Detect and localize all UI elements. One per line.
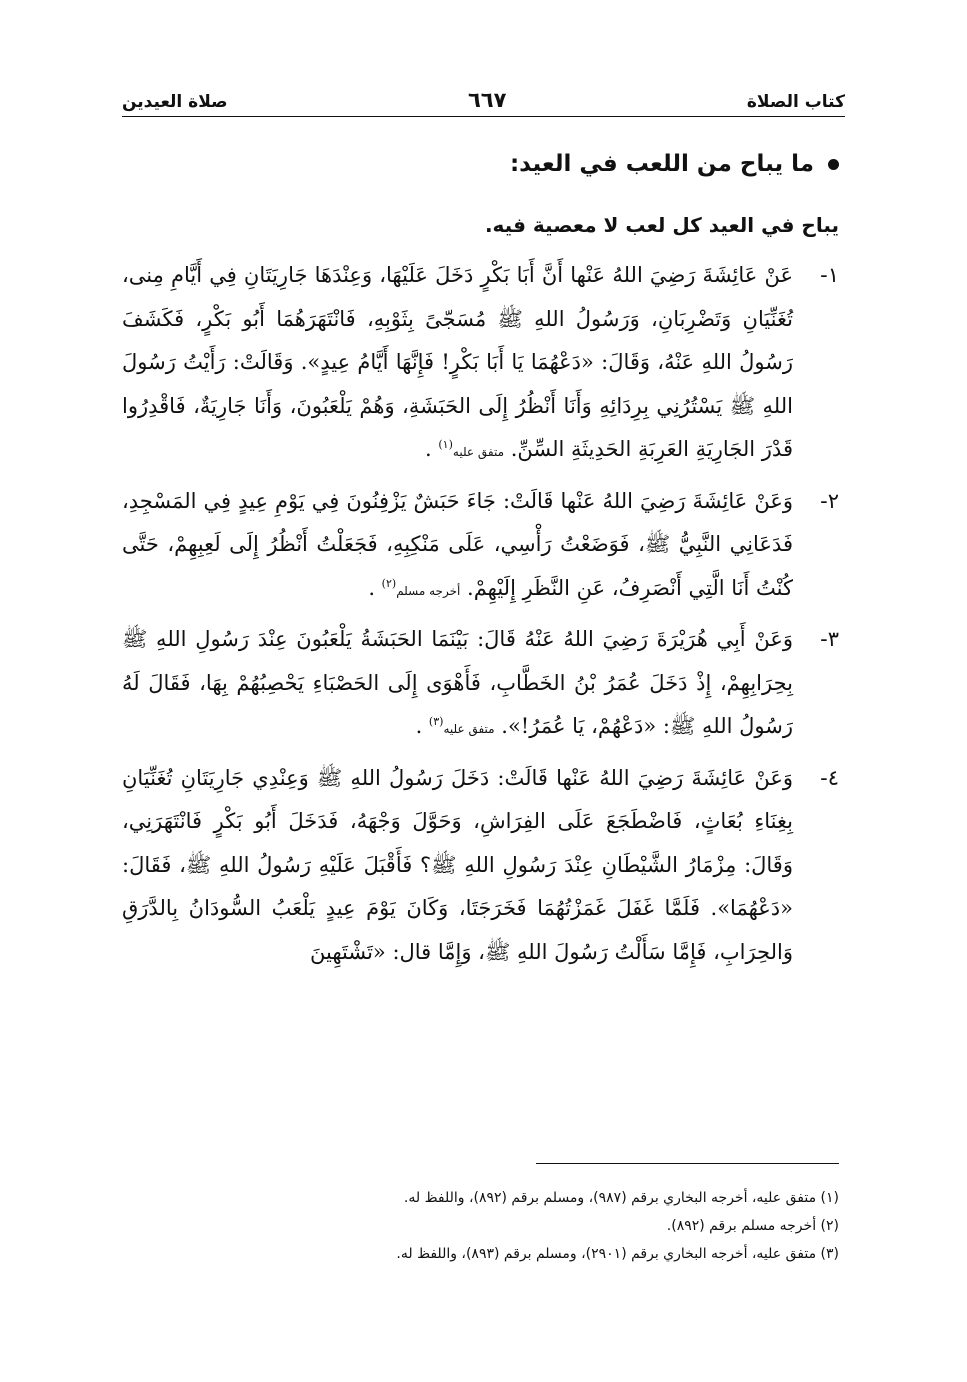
- footnotes: [122, 1184, 839, 1268]
- hadith-number: ٢-: [820, 488, 839, 513]
- subheading: [122, 140, 839, 188]
- footnote-3: (٣) متفق عليه، أخرجه البخاري برقم (٢٩٠١)، ومسلم برقم (٨٩٣)، واللفظ له.: [396, 1246, 839, 1262]
- page-number: ٦٦٧: [467, 88, 507, 112]
- hadith-text: وَعَنْ أَبِي هُرَيْرَةَ رَضِيَ اللهُ عَنْهُ قَالَ: بَيْنَمَا الحَبَشَةُ يَلْعَبُونَ عِنْدَ رَسُولِ اللهِ ﷺ بِحِرَابِهِمْ، إِذْ دَخَلَ عُمَرُ بْنُ الخَطَّابِ، فَأَهْوَى إِلَى الحَصْبَاءِ يَحْصِبُهُمْ بِهَا، فَقَالَ لَهُ رَسُولُ اللهِ ﷺ: «دَعْهُمْ، يَا عُمَرُ!».: [122, 627, 793, 738]
- page-header: [122, 84, 845, 112]
- footnote-marker[interactable]: (٢): [381, 576, 397, 590]
- footnote-2: (٢) أخرجه مسلم برقم (٨٩٢).: [666, 1218, 839, 1234]
- book-title: كتاب الصلاة: [746, 92, 845, 112]
- intro-paragraph: يباح في العيد كل لعب لا معصية فيه.: [484, 213, 839, 237]
- hadith-source: أخرجه مسلم: [396, 583, 461, 598]
- hadith-source: متفق عليه: [443, 722, 495, 736]
- footnote-marker[interactable]: (٣): [428, 715, 444, 728]
- hadith-text: عَنْ عَائِشَةَ رَضِيَ اللهُ عَنْها أَنَّ أَبَا بَكْرٍ دَخَلَ عَلَيْهَا، وَعِنْدَهَا جَارِيَتَانِ فِي أَيَّامِ مِنى، تُغَنِّيَانِ وَتَضْرِبَانِ، وَرَسُولُ اللهِ ﷺ مُسَجّىً بِثَوْبِهِ، فَانْتَهَرَهُمَا أَبُو بَكْرٍ، فَكَشَفَ رَسُولُ اللهِ عَنْهُ، وَقَالَ: «دَعْهُمَا يَا أَبَا بَكْرٍ! فَإِنَّهَا أَيَّامُ عِيدٍ». وَقَالَتْ: رَأَيْتُ رَسُولَ اللهِ ﷺ يَسْتُرُنِي بِرِدَائِهِ وَأَنَا أَنْظُرُ إِلَى الحَبَشَةِ، وَهُمْ يَلْعَبُونَ، وَأَنَا جَارِيَةٌ، فَاقْدِرُوا قَدْرَ الجَارِيَةِ العَرِبَةِ الحَدِيثَةِ السِّنِّ.: [122, 263, 793, 461]
- hadith-1: ١- عَنْ عَائِشَةَ رَضِيَ اللهُ عَنْها أَنَّ أَبَا بَكْرٍ دَخَلَ عَلَيْهَا، وَعِنْدَهَا جَارِيَتَانِ فِي أَيَّامِ مِنى، تُغَنِّيَانِ وَتَضْرِبَانِ، وَرَسُولُ اللهِ ﷺ مُسَجّىً بِثَوْبِهِ، فَانْتَهَرَهُمَا أَبُو بَكْرٍ، فَكَشَفَ رَسُولُ اللهِ عَنْهُ، وَقَالَ: «دَعْهُمَا يَا أَبَا بَكْرٍ! فَإِنَّهَا أَيَّامُ عِيدٍ». وَقَالَتْ: رَأَيْتُ رَسُولَ اللهِ ﷺ يَسْتُرُنِي بِرِدَائِهِ وَأَنَا أَنْظُرُ إِلَى الحَبَشَةِ، وَهُمْ يَلْعَبُونَ، وَأَنَا جَارِيَةٌ، فَاقْدِرُوا قَدْرَ الجَارِيَةِ العَرِبَةِ الحَدِيثَةِ السِّنِّ. متفق عليه$^{(١)}$ .: [122, 254, 839, 475]
- hadith-source: متفق عليه: [452, 445, 505, 459]
- hadith-number: ٤-: [820, 765, 839, 790]
- header-divider: [122, 116, 845, 117]
- hadith-number: ٣-: [820, 627, 839, 651]
- hadith-number: ١-: [820, 263, 839, 287]
- bullet-icon: [828, 159, 839, 170]
- footnote-marker[interactable]: (١): [438, 438, 453, 451]
- hadith-4: [122, 757, 839, 975]
- footnote-divider: [536, 1163, 839, 1164]
- subheading-text: ما يباح من اللعب في العيد:: [509, 151, 814, 177]
- hadith-text: وَعَنْ عَائِشَةَ رَضِيَ اللهُ عَنْها قَالَتْ: دَخَلَ رَسُولُ اللهِ ﷺ وَعِنْدِي جَارِيَتَانِ تُغَنِّيَانِ بِغِنَاءِ بُعَاثٍ، فَاضْطَجَعَ عَلَى الفِرَاشِ، وَحَوَّلَ وَجْهَهُ، فَدَخَلَ أَبُو بَكْرٍ فَانْتَهَرَنِي، وَقَالَ: مِزْمَارُ الشَّيْطَانِ عِنْدَ رَسُولِ اللهِ ﷺ؟ فَأَقْبَلَ عَلَيْهِ رَسُولُ اللهِ ﷺ، فَقَالَ: «دَعْهُمَا». فَلَمَّا غَفَلَ غَمَزْتُهُمَا فَخَرَجَتَا، وَكَانَ يَوْمَ عِيدٍ يَلْعَبُ السُّودَانُ بِالدَّرَقِ وَالحِرَابِ، فَإِمَّا سَأَلْتُ رَسُولَ اللهِ ﷺ، وَإِمَّا قال: «تَشْتَهِينَ: [122, 765, 793, 964]
- footnote-1: (١) متفق عليه، أخرجه البخاري برقم (٩٨٧)، ومسلم برقم (٨٩٢)، واللفظ له.: [403, 1190, 839, 1206]
- hadith-2: ٢- وَعَنْ عَائِشَةَ رَضِيَ اللهُ عَنْها قَالَتْ: جَاءَ حَبَشٌ يَزْفِنُونَ فِي يَوْمِ عِيدٍ فِي المَسْجِدِ، فَدَعَانِي النَّبِيُّ ﷺ، فَوَضَعْتُ رَأْسِي، عَلَى مَنْكِبِهِ، فَجَعَلْتُ أَنْظُرُ إِلَى لَعِبِهِمْ، حَتَّى كُنْتُ أَنَا الَّتِي أَنْصَرِفُ، عَنِ النَّظَرِ إِلَيْهِمْ. أخرجه مسلم$^{(٢)}$ .: [122, 480, 839, 614]
- hadith-text: وَعَنْ عَائِشَةَ رَضِيَ اللهُ عَنْها قَالَتْ: جَاءَ حَبَشٌ يَزْفِنُونَ فِي يَوْمِ عِيدٍ فِي المَسْجِدِ، فَدَعَانِي النَّبِيُّ ﷺ، فَوَضَعْتُ رَأْسِي، عَلَى مَنْكِبِهِ، فَجَعَلْتُ أَنْظُرُ إِلَى لَعِبِهِمْ، حَتَّى كُنْتُ أَنَا الَّتِي أَنْصَرِفُ، عَنِ النَّظَرِ إِلَيْهِمْ.: [122, 488, 793, 600]
- page-body: [122, 140, 839, 979]
- section-title: صلاة العيدين: [122, 92, 228, 112]
- hadith-3: ٣- وَعَنْ أَبِي هُرَيْرَةَ رَضِيَ اللهُ عَنْهُ قَالَ: بَيْنَمَا الحَبَشَةُ يَلْعَبُونَ عِنْدَ رَسُولِ اللهِ ﷺ بِحِرَابِهِمْ، إِذْ دَخَلَ عُمَرُ بْنُ الخَطَّابِ، فَأَهْوَى إِلَى الحَصْبَاءِ يَحْصِبُهُمْ بِهَا، فَقَالَ لَهُ رَسُولُ اللهِ ﷺ: «دَعْهُمْ، يَا عُمَرُ!». متفق عليه$^{(٣)}$ .: [122, 618, 839, 752]
